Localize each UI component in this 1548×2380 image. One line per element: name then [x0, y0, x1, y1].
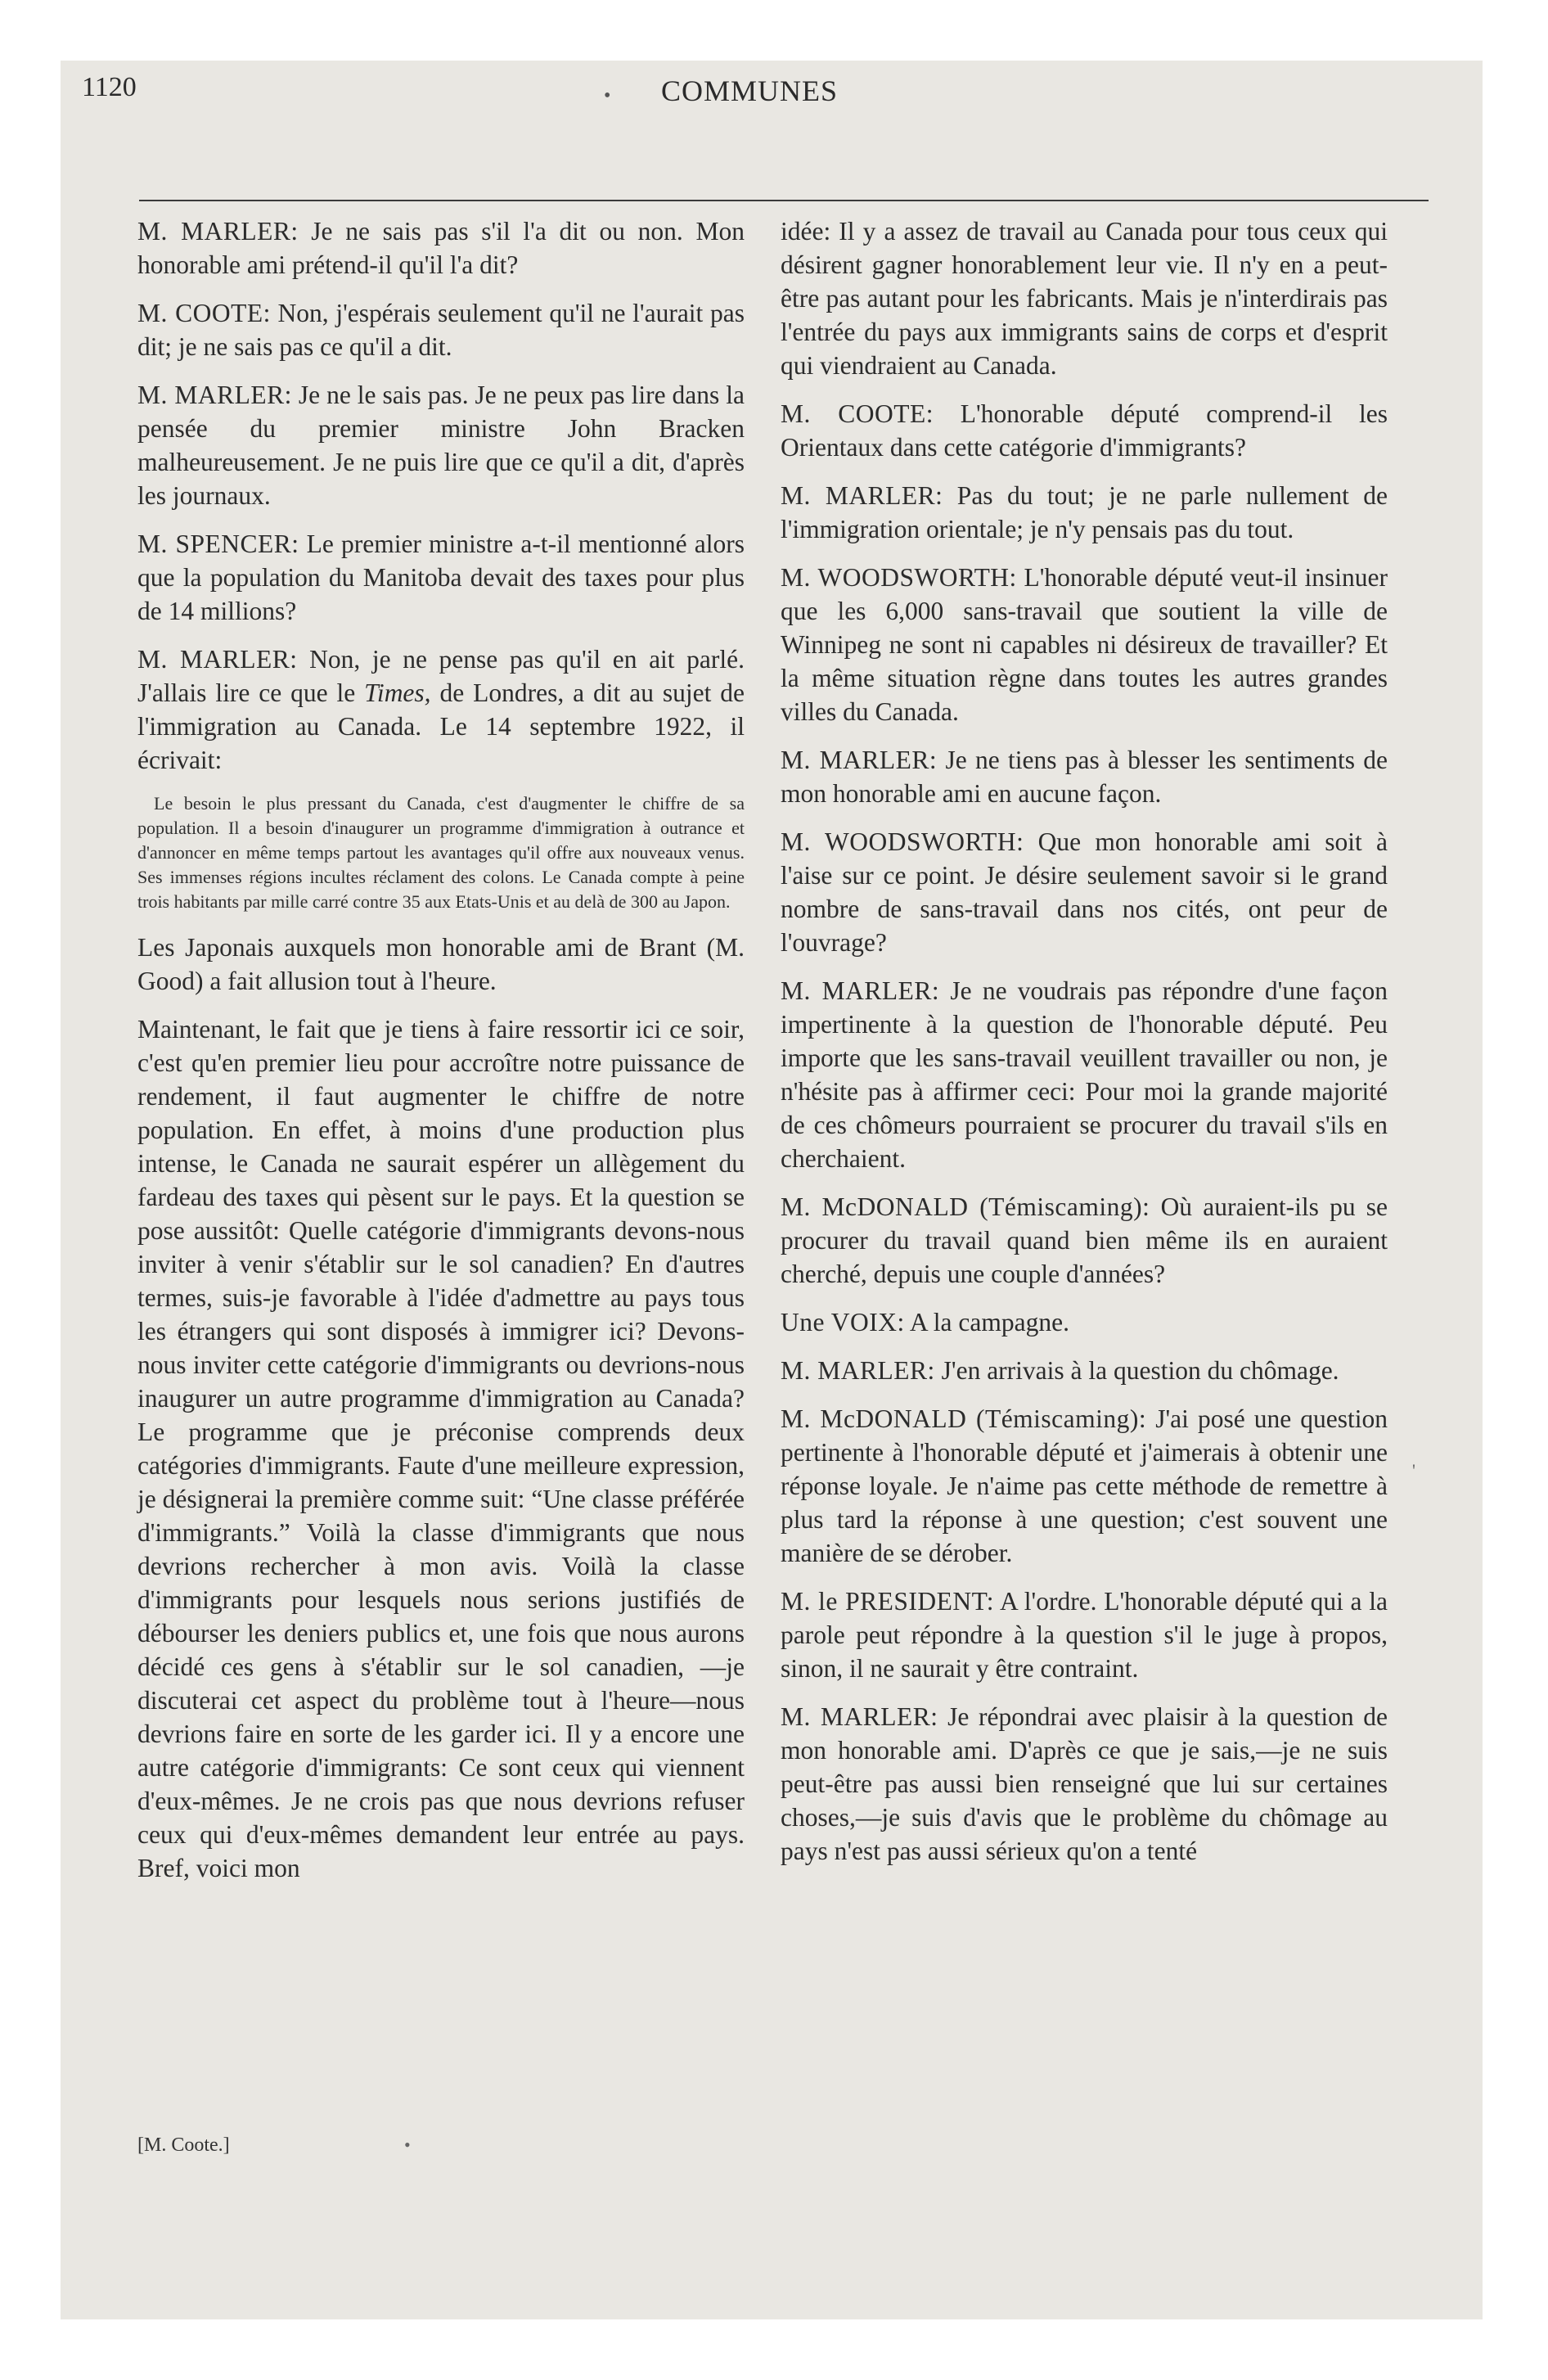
- header-ornament: •: [604, 85, 611, 106]
- paragraph: [781, 1584, 1388, 1685]
- speaker: M. MARLER:: [137, 645, 298, 674]
- paragraph: [137, 296, 745, 363]
- speech: Non, je ne pense pas qu'il en ait parlé. J'allais lire ce que le: [137, 645, 745, 707]
- speech: Où auraient-ils pu se procurer du travail quand bien même ils en auraient cherché, depuis une couple d'années?: [781, 1192, 1388, 1288]
- speech: Je ne voudrais pas répondre d'une façon impertinente à la question de l'honorable député. Peu importe que les sans-travail veuillent travailler ou non, je n'hésite pas à affirmer ceci: Pour moi la grande majorité de ces chômeurs pourraient se procurer du travail s'ils en cherchaient.: [781, 976, 1388, 1173]
- paragraph: [137, 378, 745, 512]
- speech: A l'ordre. L'honorable député qui a la parole peut répondre à la question s'il le juge à propos, sinon, il ne saurait y être contraint.: [781, 1587, 1388, 1683]
- paragraph: [137, 642, 745, 777]
- speech-continued: de Londres, a dit au sujet de l'immigration au Canada. Le 14 septembre 1922, il écrivait:: [137, 678, 745, 774]
- speaker-footer: [M. Coote.]: [137, 2134, 230, 2156]
- page-number: 1120: [82, 72, 137, 102]
- speaker: M. le PRESIDENT:: [781, 1587, 995, 1616]
- paragraph: [781, 397, 1388, 464]
- speaker: M. MARLER:: [781, 746, 938, 774]
- speech: L'honorable député comprend-il les Orientaux dans cette catégorie d'immigrants?: [781, 399, 1388, 462]
- paragraph: Maintenant, le fait que je tiens à faire ressortir ici ce soir, c'est qu'en premier lieu pour accroître notre puissance de rendement, il faut augmenter le chiffre de notre population. En effet, à moins d'une production plus intense, le Canada ne saurait espérer un allègement du fardeau des taxes qui pèsent sur le pays. Et la question se pose aussitôt: Quelle catégorie d'immigrants devons-nous inviter à venir s'établir sur le sol canadien? En d'autres termes, suis-je favorable à l'idée d'admettre au pays tous les étrangers qui sont disposés à immigrer ici? Devons-nous inviter cette catégorie d'immigrants ou devrions-nous inaugurer un autre programme d'immigration au Canada? Le programme que je préconise comprends deux catégories d'immigrants. Faute d'une meilleure expression, je désignerai la première comme suit: “Une classe préférée d'immigrants.” Voilà la classe d'immigrants que nous devrions rechercher à mon avis. Voilà la classe d'immigrants pour lesquels nous serions justifiés de débourser les deniers publics et, une fois que nous aurons décidé ces gens à s'établir sur le sol canadien, —je discuterai cet aspect du problème tout à l'heure—nous devrions faire en sorte de les garder ici. Il y a encore une autre catégorie d'immigrants: Ce sont ceux qui viennent d'eux-mêmes. Je ne crois pas que nous devrions refuser ceux qui d'eux-mêmes demandent leur entrée au pays. Bref, voici mon: [137, 1015, 745, 1882]
- paragraph: [137, 527, 745, 628]
- speech: Que mon honorable ami soit à l'aise sur ce point. Je désire seulement savoir si le grand nombre de sans-travail dans nos cités, ont peur de l'ouvrage?: [781, 827, 1388, 957]
- speaker: M. COOTE:: [137, 299, 271, 327]
- speech: Je ne tiens pas à blesser les sentiments de mon honorable ami en aucune façon.: [781, 746, 1388, 808]
- speech: J'en arrivais à la question du chômage.: [941, 1356, 1339, 1385]
- block-quote: Le besoin le plus pressant du Canada, c'est d'augmenter le chiffre de sa population. Il a besoin d'inaugurer un programme d'immigration à outrance et d'annoncer en même temps partout les avantages qu'il offre aux nouveaux venus. Ses immenses régions incultes réclament des colons. Le Canada compte à peine trois habitants par mille carré contre 35 aux Etats-Unis et au delà de 300 au Japon.: [137, 793, 745, 912]
- scan-speck: •: [404, 2134, 411, 2155]
- left-column: [137, 214, 745, 1885]
- speaker: M. COOTE:: [781, 399, 934, 428]
- paragraph: [781, 1402, 1388, 1570]
- speech: Non, j'espérais seulement qu'il ne l'aurait pas dit; je ne sais pas ce qu'il a dit.: [137, 299, 745, 361]
- speech: Je répondrai avec plaisir à la question de mon honorable ami. D'après ce que je sais,—je ne suis peut-être pas aussi bien renseigné que lui sur certaines choses,—je suis d'avis que le problème du chômage au pays n'est pas aussi sérieux qu'on a tenté: [781, 1702, 1388, 1865]
- paragraph: [781, 1190, 1388, 1291]
- header-rule: [139, 200, 1429, 201]
- paragraph: idée: Il y a assez de travail au Canada pour tous ceux qui désirent gagner honorablement leur vie. Il n'y en a peut-être pas autant pour les fabricants. Mais je n'interdirais pas l'entrée du pays aux immigrants sains de corps et d'esprit qui viendraient au Canada.: [781, 217, 1388, 380]
- speaker: M. WOODSWORTH:: [781, 563, 1017, 592]
- right-column: [781, 214, 1388, 1868]
- paragraph: [781, 974, 1388, 1175]
- paragraph: [781, 1354, 1388, 1387]
- speaker: M. MARLER:: [137, 217, 299, 246]
- paragraph: Les Japonais auxquels mon honorable ami de Brant (M. Good) a fait allusion tout à l'heure.: [137, 933, 745, 995]
- speech: Pas du tout; je ne parle nullement de l'immigration orientale; je n'y pensais pas du tout.: [781, 481, 1388, 543]
- speaker: M. McDONALD (Témiscaming):: [781, 1404, 1147, 1433]
- speaker: M. MARLER:: [781, 976, 940, 1005]
- paragraph: [781, 1700, 1388, 1868]
- speech: Je ne le sais pas. Je ne peux pas lire dans la pensée du premier ministre John Bracken malheureusement. Je ne puis lire que ce qu'il a dit, d'après les journaux.: [137, 381, 745, 510]
- speaker: Une VOIX:: [781, 1308, 905, 1336]
- speaker: M. MARLER:: [781, 1356, 935, 1385]
- paragraph: [137, 214, 745, 282]
- paragraph: [781, 1305, 1388, 1339]
- speaker: M. WOODSWORTH:: [781, 827, 1024, 856]
- running-title: COMMUNES: [661, 74, 839, 107]
- speech: L'honorable député veut-il insinuer que les 6,000 sans-travail que soutient la ville de Winnipeg ne sont ni capables ni désireux de travailler? Et la même situation règne dans toutes les autres grandes villes du Canada.: [781, 563, 1388, 726]
- speech: Le premier ministre a-t-il mentionné alors que la population du Manitoba devait des taxes pour plus de 14 millions?: [137, 530, 745, 625]
- paragraph: [781, 561, 1388, 728]
- speaker: M. SPENCER:: [137, 530, 299, 558]
- speech: Je ne sais pas s'il l'a dit ou non. Mon honorable ami prétend-il qu'il l'a dit?: [137, 217, 745, 279]
- speaker: M. MARLER:: [781, 481, 943, 510]
- newspaper-title: Times,: [364, 678, 431, 707]
- paragraph: [781, 825, 1388, 959]
- scan-speck: ': [1412, 1460, 1415, 1481]
- speech: A la campagne.: [909, 1308, 1069, 1336]
- paragraph: [781, 479, 1388, 546]
- speaker: M. McDONALD (Témiscaming):: [781, 1192, 1150, 1221]
- paragraph: [781, 743, 1388, 810]
- speech: J'ai posé une question pertinente à l'honorable député et j'aimerais à obtenir une réponse loyale. Je n'aime pas cette méthode de remettre à plus tard la réponse à une question; c'est souvent une manière de se dérober.: [781, 1404, 1388, 1567]
- speaker: M. MARLER:: [781, 1702, 938, 1731]
- speaker: M. MARLER:: [137, 381, 292, 409]
